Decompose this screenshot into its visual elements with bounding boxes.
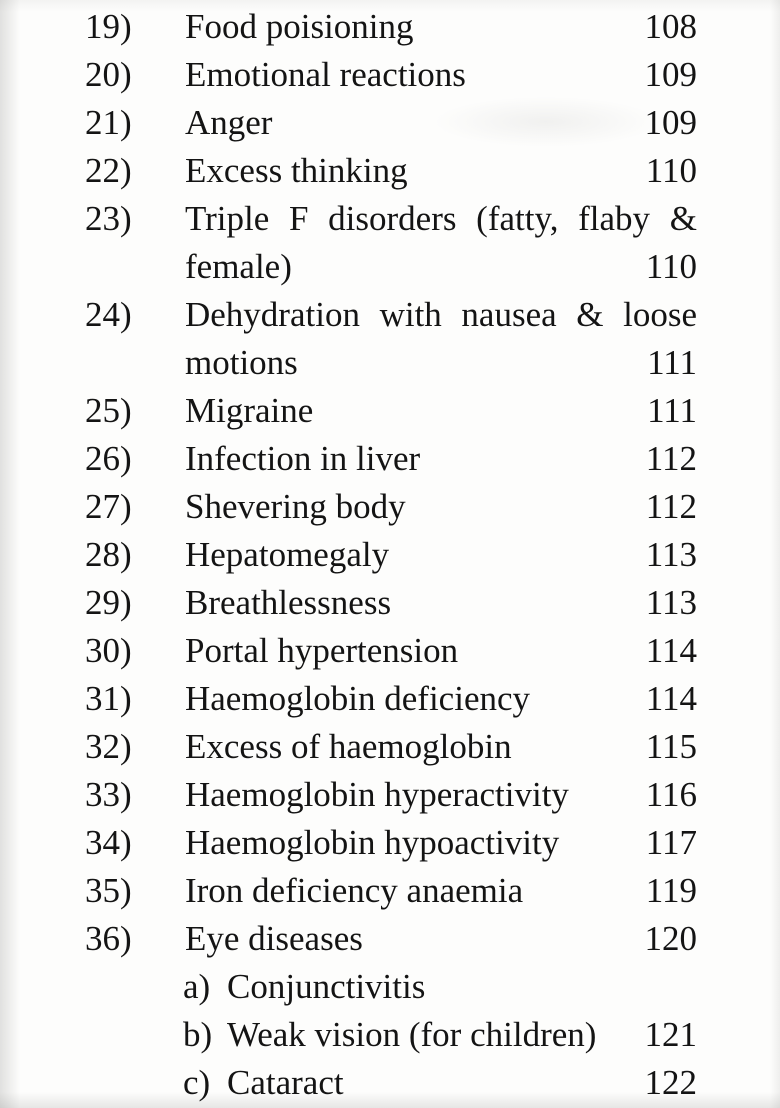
toc-line <box>185 579 697 627</box>
toc-entry <box>0 963 780 1011</box>
entry-content <box>185 819 780 867</box>
entry-page-number: 110 <box>645 247 697 286</box>
entry-number: 32) <box>85 727 132 766</box>
entry-page-number: 108 <box>644 7 697 46</box>
entry-number: 36) <box>85 919 132 958</box>
entry-content <box>185 195 780 291</box>
entry-page-number: 112 <box>645 439 697 478</box>
entry-content <box>185 147 780 195</box>
entry-content <box>185 99 780 147</box>
toc-line <box>185 675 697 723</box>
toc-entry <box>0 819 780 867</box>
toc-entry <box>0 531 780 579</box>
entry-number: c) <box>183 1063 211 1102</box>
entry-title: Cataract <box>227 1063 344 1102</box>
toc-line <box>185 483 697 531</box>
toc-line <box>227 1011 697 1059</box>
entry-content <box>185 291 780 387</box>
entry-content <box>227 1059 780 1107</box>
toc-line <box>185 99 697 147</box>
entry-title: Emotional reactions <box>185 55 466 94</box>
entry-content <box>185 675 780 723</box>
toc-entry <box>0 99 780 147</box>
entry-content <box>227 963 780 1011</box>
entry-page-number: 111 <box>647 343 697 382</box>
entry-content <box>185 387 780 435</box>
toc-line <box>185 195 697 243</box>
entry-title: Infection in liver <box>185 439 421 478</box>
entry-title: Breathlessness <box>185 583 392 622</box>
toc-entry <box>0 483 780 531</box>
entry-title: Portal hypertension <box>185 631 459 670</box>
entry-page-number: 119 <box>645 871 697 910</box>
entry-page-number: 109 <box>644 103 697 142</box>
entry-title: Triple F disorders (fatty, flaby & <box>185 199 697 238</box>
entry-content <box>185 579 780 627</box>
entry-number: 24) <box>85 295 132 334</box>
toc-line <box>185 387 697 435</box>
entry-number: 28) <box>85 535 132 574</box>
toc-entry <box>0 579 780 627</box>
toc-line <box>185 435 697 483</box>
entry-title: Weak vision (for children) <box>227 1015 597 1054</box>
entry-page-number: 113 <box>645 583 697 622</box>
entry-number: 19) <box>85 7 132 46</box>
entry-title: Haemoglobin deficiency <box>185 679 531 718</box>
entry-page-number: 117 <box>645 823 697 862</box>
toc-line <box>185 291 697 339</box>
entry-page-number: 114 <box>645 631 697 670</box>
entry-title: Eye diseases <box>185 919 363 958</box>
entry-title: Haemoglobin hyperactivity <box>185 775 569 814</box>
entry-number: 31) <box>85 679 132 718</box>
entry-title: Anger <box>185 103 273 142</box>
entry-number: a) <box>183 967 211 1006</box>
entry-number: 21) <box>85 103 132 142</box>
toc-entry <box>0 915 780 963</box>
entry-number: b) <box>183 1015 213 1054</box>
entry-number: 34) <box>85 823 132 862</box>
toc-line <box>185 627 697 675</box>
toc-entry <box>0 1011 780 1059</box>
entry-number: 27) <box>85 487 132 526</box>
entry-content <box>227 1011 780 1059</box>
entry-content <box>185 483 780 531</box>
toc-entry <box>0 627 780 675</box>
entry-page-number: 111 <box>647 391 697 430</box>
entry-number: 26) <box>85 439 132 478</box>
toc-entry <box>0 3 780 51</box>
entry-number: 23) <box>85 199 132 238</box>
toc-entry <box>0 867 780 915</box>
entry-content <box>185 627 780 675</box>
toc-entry <box>0 723 780 771</box>
entry-title: Iron deficiency anaemia <box>185 871 524 910</box>
toc-line <box>185 243 697 291</box>
toc-entry <box>0 771 780 819</box>
toc-entry <box>0 387 780 435</box>
toc-line <box>185 723 697 771</box>
entry-number: 33) <box>85 775 132 814</box>
entry-number: 25) <box>85 391 132 430</box>
entry-number: 20) <box>85 55 132 94</box>
entry-page-number: 120 <box>644 919 697 958</box>
entry-content <box>185 867 780 915</box>
entry-title: Shevering body <box>185 487 406 526</box>
entry-title: Migraine <box>185 391 314 430</box>
toc-line <box>185 531 697 579</box>
toc-entry <box>0 195 780 291</box>
entry-page-number: 122 <box>644 1063 697 1102</box>
entry-number: 35) <box>85 871 132 910</box>
entry-content <box>185 51 780 99</box>
entry-content <box>185 723 780 771</box>
entry-page-number: 115 <box>645 727 697 766</box>
entry-title: female) <box>185 247 292 286</box>
toc-line <box>227 963 697 1011</box>
toc-entry <box>0 291 780 387</box>
toc-line <box>185 147 697 195</box>
toc-line <box>185 915 697 963</box>
entry-page-number: 121 <box>644 1015 697 1054</box>
entry-content <box>185 915 780 963</box>
toc-entry <box>0 675 780 723</box>
toc-line <box>185 51 697 99</box>
entry-number: 22) <box>85 151 132 190</box>
toc-entry <box>0 147 780 195</box>
toc-line <box>185 339 697 387</box>
entry-page-number: 112 <box>645 487 697 526</box>
entry-title: motions <box>185 343 298 382</box>
entry-title: Conjunctivitis <box>227 967 426 1006</box>
entry-page-number: 110 <box>645 151 697 190</box>
entry-title: Dehydration with nausea & loose <box>185 295 697 334</box>
entry-page-number: 116 <box>645 775 697 814</box>
toc-line <box>185 771 697 819</box>
toc-line <box>185 867 697 915</box>
entry-content <box>185 435 780 483</box>
entry-title: Hepatomegaly <box>185 535 390 574</box>
toc-line <box>227 1059 697 1107</box>
entry-page-number: 113 <box>645 535 697 574</box>
entry-page-number: 114 <box>645 679 697 718</box>
entry-content <box>185 531 780 579</box>
entry-title: Excess of haemoglobin <box>185 727 512 766</box>
entry-title: Haemoglobin hypoactivity <box>185 823 560 862</box>
entry-content <box>185 3 780 51</box>
entry-number: 30) <box>85 631 132 670</box>
toc-entry <box>0 1059 780 1107</box>
toc-line <box>185 3 697 51</box>
toc-entry <box>0 51 780 99</box>
toc-entry <box>0 435 780 483</box>
entry-page-number: 109 <box>644 55 697 94</box>
entry-page-number <box>639 963 697 1011</box>
entry-title: Food poisioning <box>185 7 414 46</box>
entry-content <box>185 771 780 819</box>
toc-line <box>185 819 697 867</box>
entry-title: Excess thinking <box>185 151 408 190</box>
entry-number: 29) <box>85 583 132 622</box>
